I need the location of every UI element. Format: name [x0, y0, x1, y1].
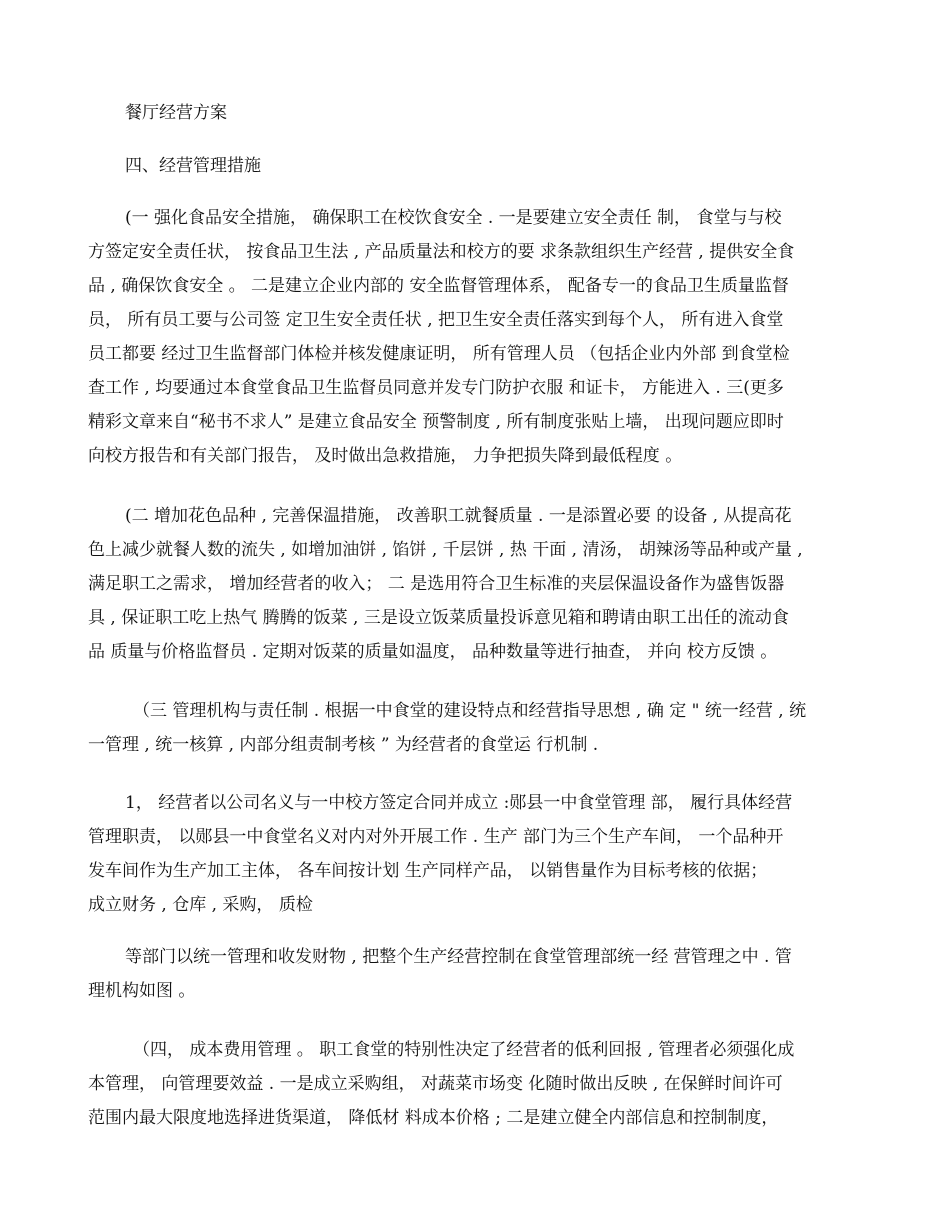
paragraph-line: 具 , 保证职工吃上热气 腾腾的饭菜 , 三是设立饭菜质量投诉意见箱和聘请由职工出任的流动食 [88, 608, 789, 628]
paragraph-line: 本管理， 向管理要效益 . 一是成立采购组， 对蔬菜市场变 化随时做出反映 , 在保鲜时间许可 [88, 1074, 783, 1094]
paragraph-line: 精彩文章来自“秘书不求人” 是建立食品安全 预警制度 , 所有制度张贴上墙， 出现问题应即时 [88, 412, 784, 432]
paragraph-line: 范围内最大限度地选择进货渠道， 降低材 料成本价格 ; 二是建立健全内部信息和控制制度， [88, 1108, 779, 1128]
paragraph-line: 成立财务 , 仓库 , 采购， 质检 [88, 895, 313, 915]
paragraph-line: （三 管理机构与责任制 . 根据一中食堂的建设特点和经营指导思想 , 确 定 " 统一经营 , 统 [133, 701, 807, 721]
paragraph-line: 1， 经营者以公司名义与一中校方签定合同并成立 :郧县一中食堂管理 部， 履行具体经营 [125, 793, 793, 813]
paragraph-line: （四， 成本费用管理 。 职工食堂的特别性决定了经营者的低利回报 , 管理者必须强化成 [133, 1040, 795, 1060]
paragraph-line: 品 , 确保饮食安全 。 二是建立企业内部的 安全监督管理体系， 配备专一的食品卫生质量监督 [88, 276, 789, 296]
paragraph-line: 品 质量与价格监督员 . 定期对饭菜的质量如温度， 品种数量等进行抽查， 并向 校方反馈 。 [88, 642, 778, 662]
paragraph-line: 发车间作为生产加工主体， 各车间按计划 生产同样产品， 以销售量作为目标考核的依据； [88, 861, 768, 881]
paragraph-line: 管理职责， 以郧县一中食堂名义对内对外开展工作 . 生产 部门为三个生产车间， 一个品种开 [88, 827, 784, 847]
paragraph-line: 向校方报告和有关部门报告， 及时做出急救措施， 力争把损失降到最低程度 。 [88, 446, 683, 466]
paragraph-line: (一 强化食品安全措施， 确保职工在校饮食安全 . 一是要建立安全责任 制， 食堂与与校 [125, 208, 782, 228]
paragraph-line: 等部门以统一管理和收发财物 , 把整个生产经营控制在食堂管理部统一经 营管理之中 . 管 [125, 947, 792, 967]
section-heading: 四、经营管理措施 [125, 156, 261, 176]
paragraph-line: 查工作 , 均要通过本食堂食品卫生监督员同意并发专门防护衣服 和证卡， 方能进入 . 三(更多 [88, 378, 784, 398]
paragraph-line: 满足职工之需求， 增加经营者的收入； 二 是选用符合卫生标准的夹层保温设备作为盛售饭器 [88, 574, 785, 594]
paragraph-line: 一管理 , 统一核算 , 内部分组责制考核 ” 为经营者的食堂运 行机制 . [88, 735, 599, 755]
document-title: 餐厅经营方案 [125, 103, 227, 123]
paragraph-line: 员， 所有员工要与公司签 定卫生安全责任状 , 把卫生安全责任落实到每个人， 所有进入食堂 [88, 310, 784, 330]
paragraph-line: 色上减少就餐人数的流失 , 如增加油饼 , 馅饼 , 千层饼 , 热 干面 , 清汤， 胡辣汤等品种或产量 , [88, 540, 803, 560]
paragraph-line: 员工都要 经过卫生监督部门体检并核发健康证明， 所有管理人员 （包括企业内外部 到食堂检 [88, 344, 790, 364]
paragraph-line: (二 增加花色品种 , 完善保温措施， 改善职工就餐质量 . 一是添置必要 的设备 , 从提高花 [125, 506, 792, 526]
paragraph-line: 方签定安全责任状， 按食品卫生法 , 产品质量法和校方的要 求条款组织生产经营 , 提供安全食 [88, 242, 795, 262]
paragraph-line: 理机构如图 。 [88, 981, 196, 1001]
